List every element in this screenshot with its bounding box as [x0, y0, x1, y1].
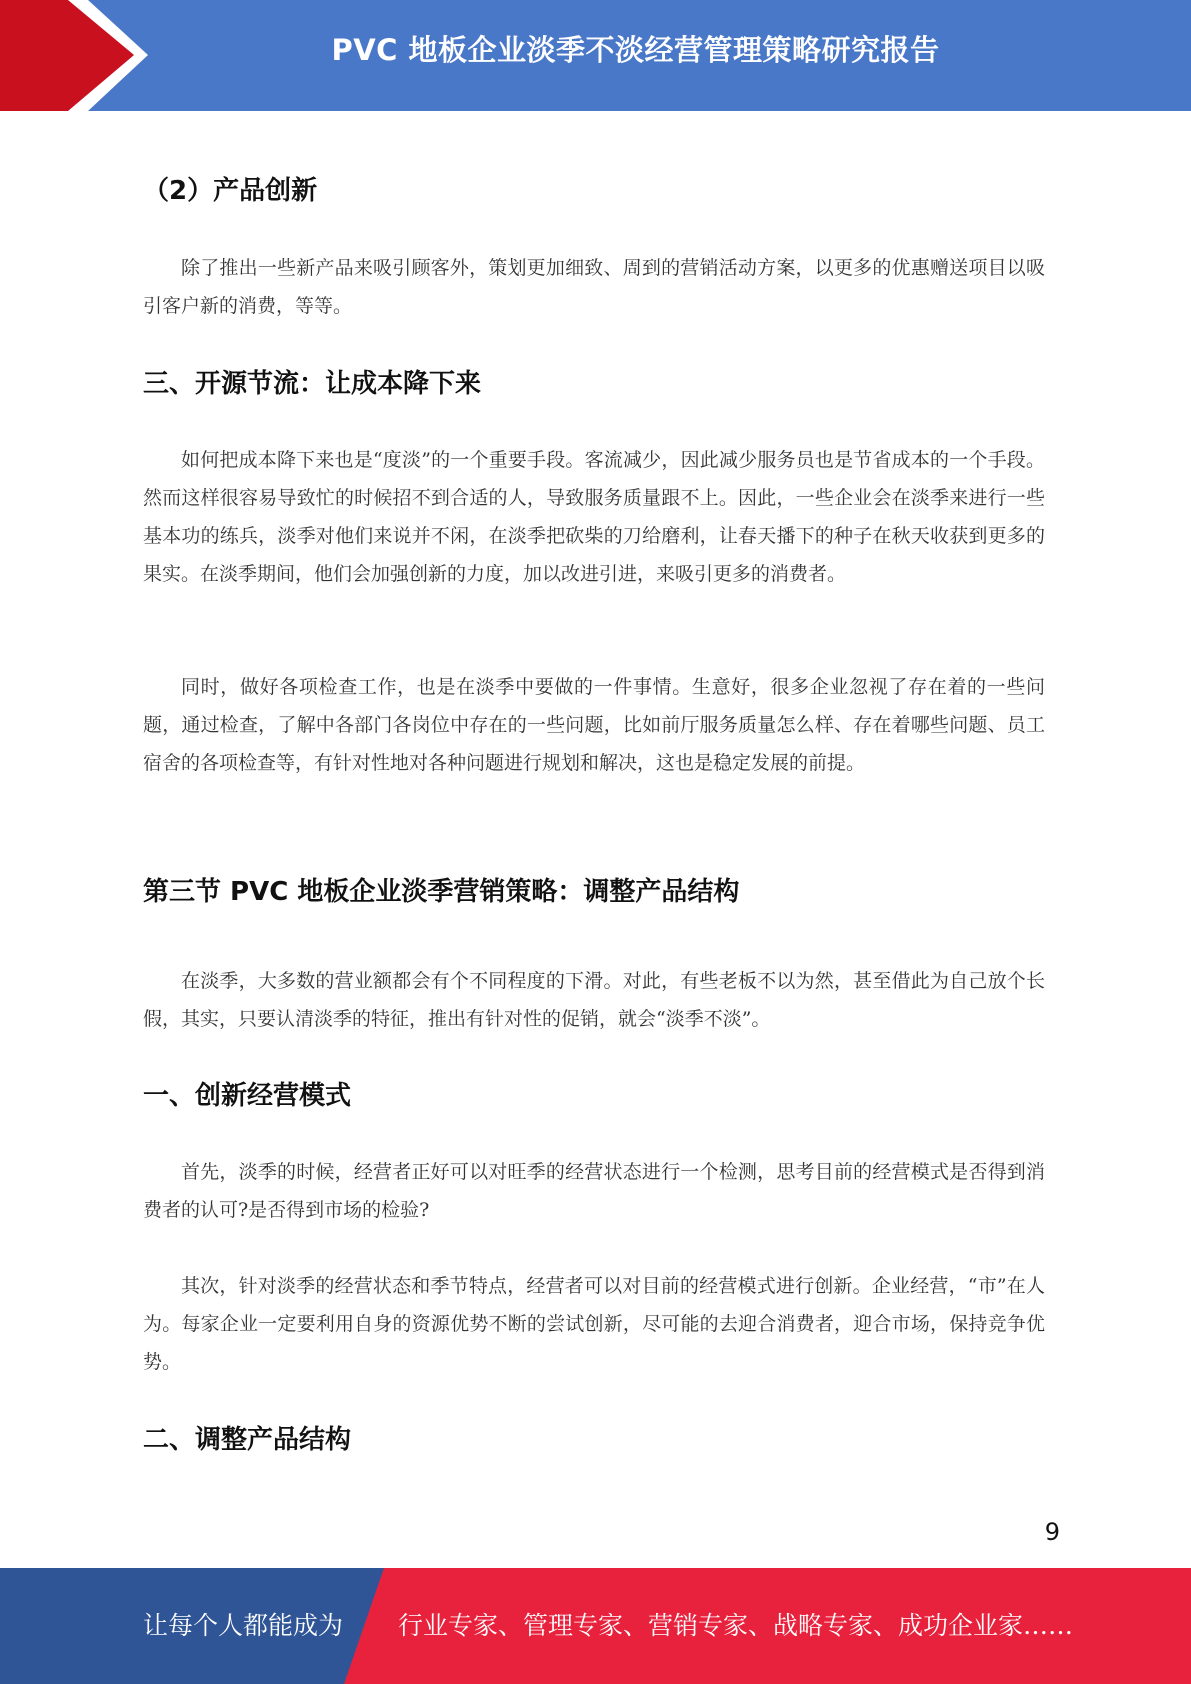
- paragraph: 首先，淡季的时候，经营者正好可以对旺季的经营状态进行一个检测，思考目前的经营模式是否得到消费者的认可?是否得到市场的检验?: [143, 1161, 1045, 1221]
- header-title: PVC 地板企业淡季不淡经营管理策略研究报告: [331, 33, 940, 67]
- footer-banner: [0, 1568, 1191, 1684]
- heading-section-two: 二、调整产品结构: [143, 1425, 352, 1455]
- footer-slogan-right: 行业专家、管理专家、营销专家、战略专家、成功企业家……: [398, 1611, 1074, 1640]
- header-banner: [0, 0, 1191, 111]
- paragraph: 如何把成本降下来也是“度淡”的一个重要手段。客流减少，因此减少服务员也是节省成本的一个手段。然而这样很容易导致忙的时候招不到合适的人，导致服务质量跟不上。因此，一些企业会在淡季来进行一些基本功的练兵，淡季对他们来说并不闲，在淡季把砍柴的刀给磨利，让春天播下的种子在秋天收获到更多的果实。在淡季期间，他们会加强创新的力度，加以改进引进，来吸引更多的消费者。: [143, 449, 1045, 585]
- header-arrow-decoration: [0, 0, 160, 111]
- footer-slogan-left: 让每个人都能成为: [143, 1611, 344, 1640]
- heading-section-three: 三、开源节流：让成本降下来: [143, 369, 482, 399]
- paragraph: 其次，针对淡季的经营状态和季节特点，经营者可以对目前的经营模式进行创新。企业经营，“市”在人为。每家企业一定要利用自身的资源优势不断的尝试创新，尽可能的去迎合消费者，迎合市场，保持竞争优势。: [143, 1275, 1045, 1373]
- paragraph: 同时，做好各项检查工作，也是在淡季中要做的一件事情。生意好，很多企业忽视了存在着的一些问题，通过检查，了解中各部门各岗位中存在的一些问题，比如前厅服务质量怎么样、存在着哪些问题、员工宿舍的各项检查等，有针对性地对各种问题进行规划和解决，这也是稳定发展的前提。: [143, 676, 1045, 774]
- heading-chapter-three: 第三节 PVC 地板企业淡季营销策略：调整产品结构: [143, 877, 740, 907]
- heading-section-one: 一、创新经营模式: [143, 1081, 352, 1111]
- paragraph: 除了推出一些新产品来吸引顾客外，策划更加细致、周到的营销活动方案，以更多的优惠赠送项目以吸引客户新的消费，等等。: [143, 257, 1045, 317]
- heading-product-innovation: （2）产品创新: [143, 176, 318, 206]
- page-number: 9: [1044, 1518, 1060, 1546]
- paragraph: 在淡季，大多数的营业额都会有个不同程度的下滑。对此，有些老板不以为然，甚至借此为自己放个长假，其实，只要认清淡季的特征，推出有针对性的促销，就会“淡季不淡”。: [143, 970, 1045, 1030]
